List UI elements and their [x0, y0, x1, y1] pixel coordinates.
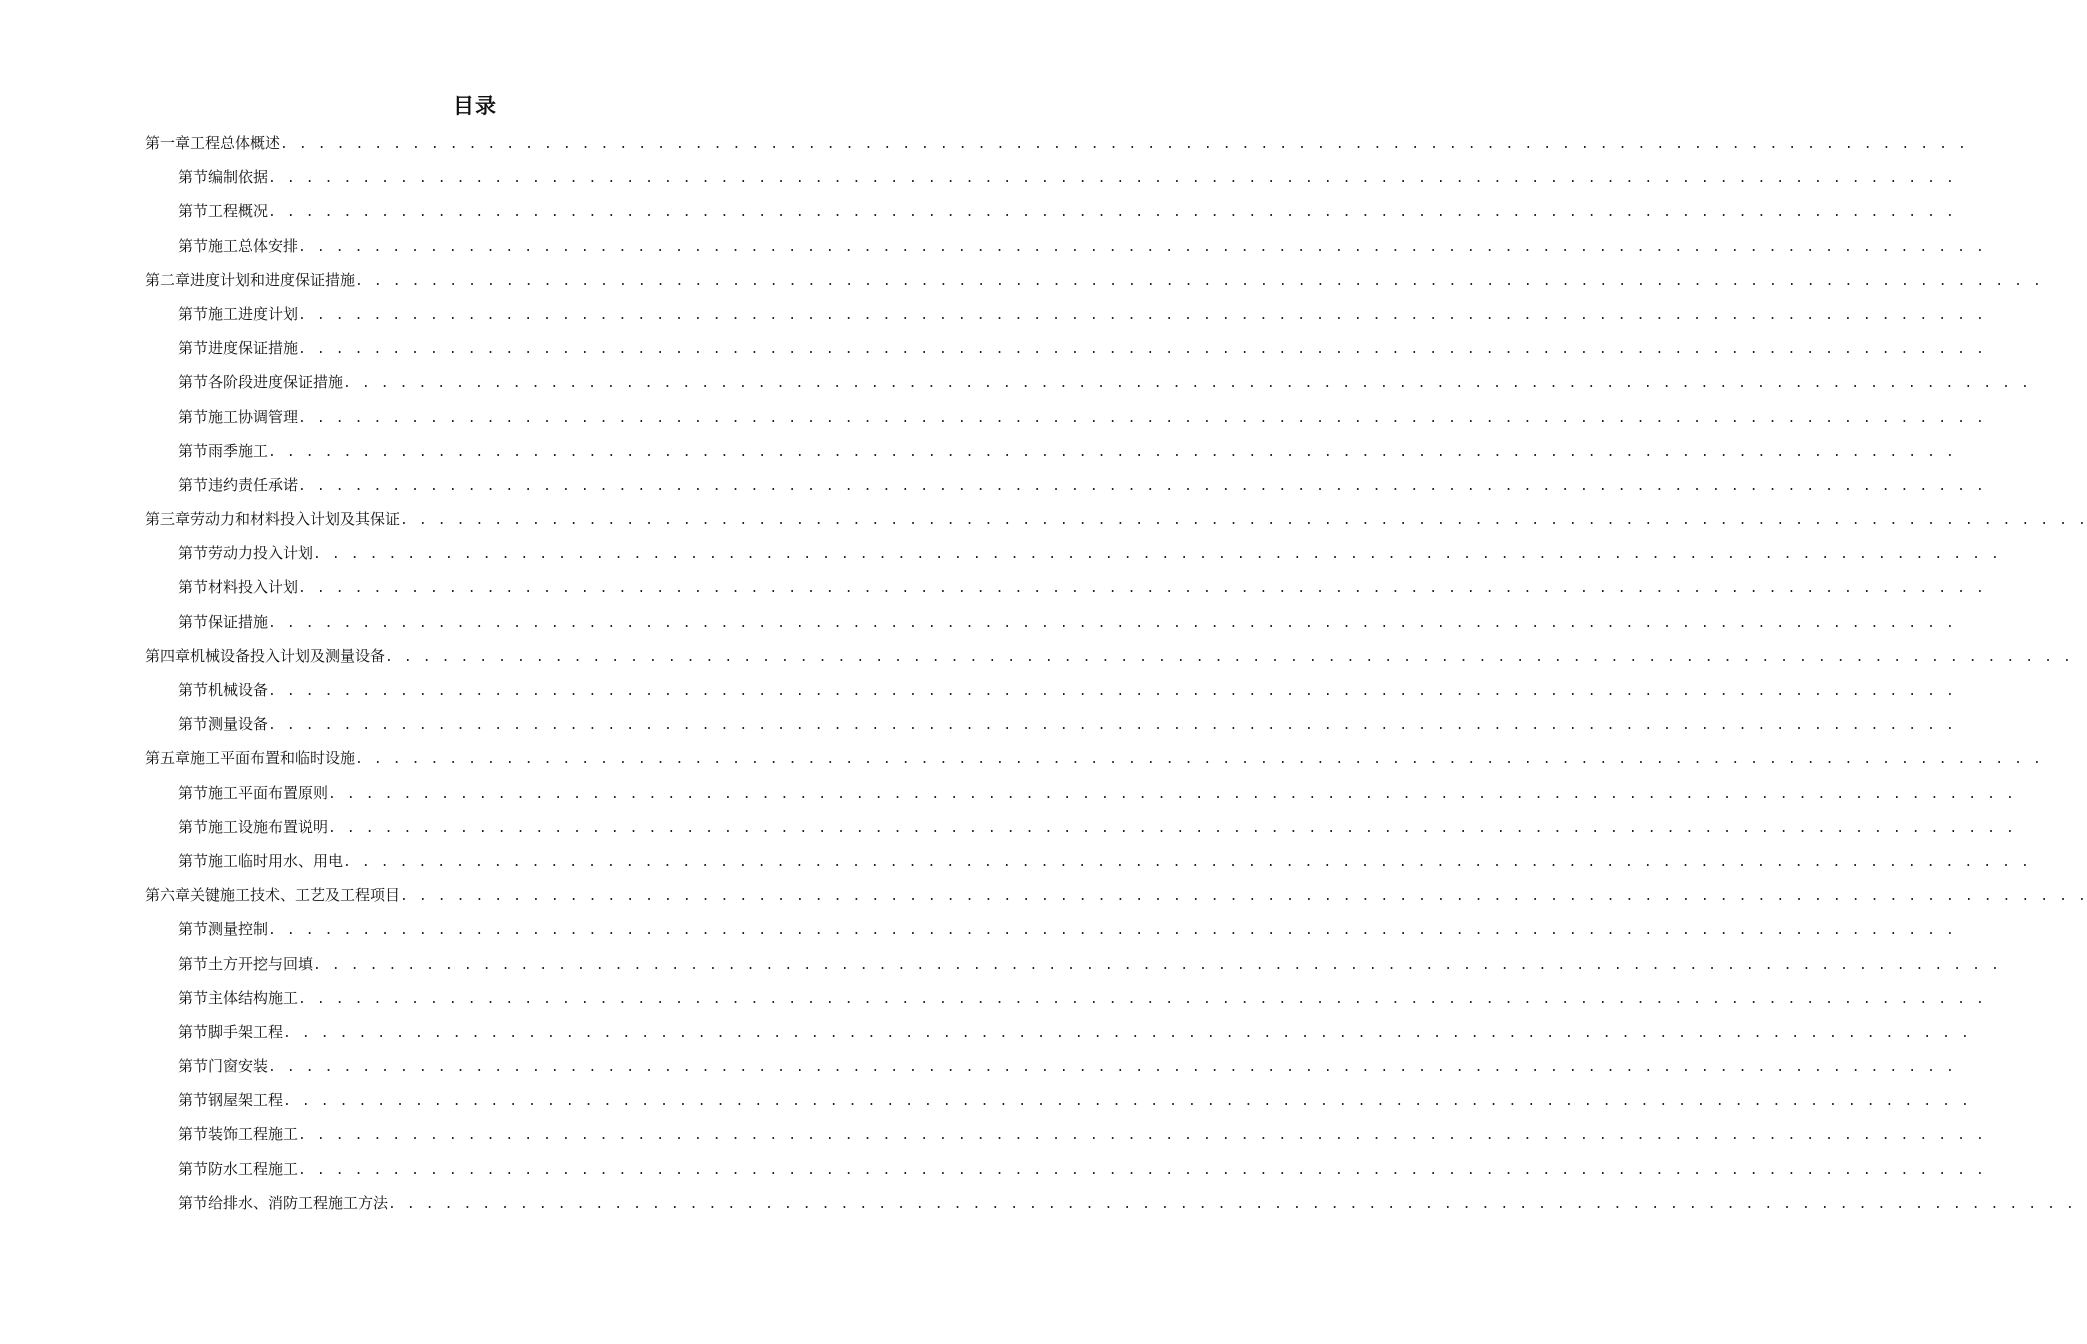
toc-dot-leader: . . . . . . . . . . . . . . . . . . . . . . . . . . . . . . . . . . . . . . . . . . . . . . . . . . . . . . . . . . . . . . . . . . . . . . . . . . . . . . . . . . . . . . . . . .: [313, 957, 2001, 973]
toc-section-entry[interactable]: [145, 570, 1986, 604]
toc-entry-number: 第节: [178, 851, 209, 870]
toc-entry-text: 机械设备投入计划及测量设备: [190, 646, 386, 665]
toc-entry-text: 防水工程施工: [208, 1159, 299, 1178]
toc-section-entry[interactable]: [145, 194, 1956, 228]
toc-entry-text: 施工进度计划: [208, 304, 299, 323]
toc-entry-number: 第三章: [145, 510, 191, 529]
toc-entry-number: 第六章: [145, 886, 191, 905]
toc-dot-leader: . . . . . . . . . . . . . . . . . . . . . . . . . . . . . . . . . . . . . . . . . . . . . . . . . . . . . . . . . . . . . . . . . . . . . . . . . . . . . . . . . . . . . . . . . .: [268, 615, 1956, 631]
toc-section-entry[interactable]: [145, 229, 1986, 263]
toc-entry-number: 第节: [178, 954, 209, 973]
toc-section-entry[interactable]: [145, 912, 1956, 946]
toc-list: [145, 126, 2087, 1220]
toc-entry-text: 进度计划和进度保证措施: [190, 270, 356, 289]
toc-entry-number: 第节: [178, 373, 209, 392]
toc-dot-leader: . . . . . . . . . . . . . . . . . . . . . . . . . . . . . . . . . . . . . . . . . . . . . . . . . . . . . . . . . . . . . . . . . . . . . . . . . . . . . . . . . . . . . . . . . .: [298, 239, 1986, 255]
toc-entry-text: 编制依据: [208, 168, 269, 187]
toc-chapter-entry[interactable]: [145, 126, 1968, 160]
toc-section-entry[interactable]: [145, 1186, 2076, 1220]
toc-dot-leader: . . . . . . . . . . . . . . . . . . . . . . . . . . . . . . . . . . . . . . . . . . . . . . . . . . . . . . . . . . . . . . . . . . . . . . . . . . . . . . . . . . . . . . . . . .: [298, 410, 1986, 426]
toc-entry-number: 第节: [178, 339, 209, 358]
toc-entry-text: 工程总体概述: [190, 134, 281, 152]
toc-dot-leader: . . . . . . . . . . . . . . . . . . . . . . . . . . . . . . . . . . . . . . . . . . . . . . . . . . . . . . . . . . . . . . . . . . . . . . . . . . . . . . . . . . . . . . . . . .: [268, 1060, 1956, 1076]
toc-entry-number: 第节: [178, 202, 209, 221]
toc-entry-text: 施工临时用水、用电: [208, 851, 344, 870]
toc-dot-leader: . . . . . . . . . . . . . . . . . . . . . . . . . . . . . . . . . . . . . . . . . . . . . . . . . . . . . . . . . . . . . . . . . . . . . . . . . . . . . . . . . . . . . . . . . .: [400, 513, 2087, 529]
toc-entry-text: 机械设备: [208, 681, 269, 699]
toc-section-entry[interactable]: [145, 1083, 1971, 1117]
toc-entry-text: 测量设备: [208, 715, 269, 734]
toc-entry-number: 第节: [178, 475, 209, 494]
toc-entry-number: 第节: [178, 817, 209, 836]
toc-section-entry[interactable]: [145, 605, 1956, 639]
toc-chapter-entry[interactable]: [145, 639, 2073, 673]
toc-section-entry[interactable]: [145, 1049, 1956, 1083]
toc-section-entry[interactable]: [145, 1152, 1986, 1186]
toc-entry-text: 施工平面布置和临时设施: [190, 749, 356, 768]
toc-section-entry[interactable]: [145, 400, 1986, 434]
toc-dot-leader: . . . . . . . . . . . . . . . . . . . . . . . . . . . . . . . . . . . . . . . . . . . . . . . . . . . . . . . . . . . . . . . . . . . . . . . . . . . . . . . . . . . . . . . . . .: [298, 307, 1986, 323]
toc-entry-number: 第节: [178, 236, 209, 255]
toc-title: 目录: [453, 94, 497, 118]
toc-dot-leader: . . . . . . . . . . . . . . . . . . . . . . . . . . . . . . . . . . . . . . . . . . . . . . . . . . . . . . . . . . . . . . . . . . . . . . . . . . . . . . . . . . . . . . . . . .: [313, 547, 2001, 563]
toc-dot-leader: . . . . . . . . . . . . . . . . . . . . . . . . . . . . . . . . . . . . . . . . . . . . . . . . . . . . . . . . . . . . . . . . . . . . . . . . . . . . . . . . . . . . . . . . . .: [298, 1162, 1986, 1178]
toc-entry-text: 劳动力和材料投入计划及其保证: [190, 510, 401, 529]
toc-chapter-entry[interactable]: [145, 263, 2043, 297]
toc-entry-number: 第节: [178, 1125, 209, 1144]
toc-entry-number: 第节: [178, 1022, 209, 1041]
toc-dot-leader: . . . . . . . . . . . . . . . . . . . . . . . . . . . . . . . . . . . . . . . . . . . . . . . . . . . . . . . . . . . . . . . . . . . . . . . . . . . . . . . . . . . . . . . . . .: [283, 1025, 1971, 1041]
toc-section-entry[interactable]: [145, 468, 1986, 502]
toc-entry-number: 第节: [178, 783, 209, 802]
toc-entry-text: 施工总体安排: [208, 236, 299, 255]
toc-entry-number: 第节: [178, 988, 209, 1007]
toc-entry-text: 违约责任承诺: [208, 475, 299, 494]
toc-dot-leader: . . . . . . . . . . . . . . . . . . . . . . . . . . . . . . . . . . . . . . . . . . . . . . . . . . . . . . . . . . . . . . . . . . . . . . . . . . . . . . . . . . . . . . . . . .: [355, 273, 2043, 289]
toc-section-entry[interactable]: [145, 365, 2031, 399]
toc-section-entry[interactable]: [145, 947, 2001, 981]
toc-section-entry[interactable]: [145, 981, 1986, 1015]
toc-entry-number: 第节: [178, 407, 209, 426]
toc-entry-number: 第二章: [145, 270, 191, 289]
toc-dot-leader: . . . . . . . . . . . . . . . . . . . . . . . . . . . . . . . . . . . . . . . . . . . . . . . . . . . . . . . . . . . . . . . . . . . . . . . . . . . . . . . . . . . . . . . . . .: [268, 684, 1956, 699]
toc-section-entry[interactable]: [145, 434, 1956, 468]
toc-entry-number: 第四章: [145, 646, 191, 665]
toc-entry-number: 第五章: [145, 749, 191, 768]
toc-entry-number: 第节: [178, 1091, 209, 1110]
toc-section-entry[interactable]: [145, 1117, 1986, 1151]
toc-entry-text: 装饰工程施工: [208, 1125, 299, 1144]
toc-entry-number: 第节: [178, 1057, 209, 1076]
toc-entry-text: 门窗安装: [208, 1057, 269, 1076]
toc-entry-text: 关键施工技术、工艺及工程项目: [190, 886, 401, 905]
toc-section-entry[interactable]: [145, 297, 1986, 331]
toc-entry-text: 施工设施布置说明: [208, 817, 329, 836]
toc-dot-leader: . . . . . . . . . . . . . . . . . . . . . . . . . . . . . . . . . . . . . . . . . . . . . . . . . . . . . . . . . . . . . . . . . . . . . . . . . . . . . . . . . . . . . . . . . .: [343, 854, 2031, 870]
toc-entry-text: 土方开挖与回填: [208, 954, 314, 973]
toc-chapter-entry[interactable]: [145, 502, 2087, 536]
toc-entry-number: 第节: [178, 544, 209, 563]
toc-dot-leader: . . . . . . . . . . . . . . . . . . . . . . . . . . . . . . . . . . . . . . . . . . . . . . . . . . . . . . . . . . . . . . . . . . . . . . . . . . . . . . . . . . . . . . . . . .: [388, 1196, 2076, 1212]
toc-chapter-entry[interactable]: [145, 741, 2043, 775]
toc-entry-text: 脚手架工程: [208, 1022, 284, 1041]
toc-dot-leader: . . . . . . . . . . . . . . . . . . . . . . . . . . . . . . . . . . . . . . . . . . . . . . . . . . . . . . . . . . . . . . . . . . . . . . . . . . . . . . . . . . . . . . . . . .: [385, 649, 2073, 665]
toc-section-entry[interactable]: [145, 810, 2016, 844]
toc-entry-text: 劳动力投入计划: [208, 544, 314, 563]
toc-dot-leader: . . . . . . . . . . . . . . . . . . . . . . . . . . . . . . . . . . . . . . . . . . . . . . . . . . . . . . . . . . . . . . . . . . . . . . . . . . . . . . . . . . . . . . . . . .: [298, 478, 1986, 494]
toc-dot-leader: . . . . . . . . . . . . . . . . . . . . . . . . . . . . . . . . . . . . . . . . . . . . . . . . . . . . . . . . . . . . . . . . . . . . . . . . . . . . . . . . . . . . . . . . . .: [328, 786, 2016, 802]
toc-dot-leader: . . . . . . . . . . . . . . . . . . . . . . . . . . . . . . . . . . . . . . . . . . . . . . . . . . . . . . . . . . . . . . . . . . . . . . . . . . . . . . . . . . . . . . . . . .: [343, 376, 2031, 392]
toc-entry-text: 雨季施工: [208, 441, 269, 460]
toc-dot-leader: . . . . . . . . . . . . . . . . . . . . . . . . . . . . . . . . . . . . . . . . . . . . . . . . . . . . . . . . . . . . . . . . . . . . . . . . . . . . . . . . . . . . . . . . . .: [298, 581, 1986, 597]
toc-dot-leader: . . . . . . . . . . . . . . . . . . . . . . . . . . . . . . . . . . . . . . . . . . . . . . . . . . . . . . . . . . . . . . . . . . . . . . . . . . . . . . . . . . . . . . . . . .: [298, 1128, 1986, 1144]
toc-chapter-entry[interactable]: [145, 878, 2087, 912]
toc-entry-text: 工程概况: [208, 202, 269, 221]
toc-dot-leader: . . . . . . . . . . . . . . . . . . . . . . . . . . . . . . . . . . . . . . . . . . . . . . . . . . . . . . . . . . . . . . . . . . . . . . . . . . . . . . . . . . . . . . . . . .: [400, 889, 2087, 905]
toc-entry-text: 进度保证措施: [208, 339, 299, 358]
toc-section-entry[interactable]: [145, 536, 2001, 570]
toc-dot-leader: . . . . . . . . . . . . . . . . . . . . . . . . . . . . . . . . . . . . . . . . . . . . . . . . . . . . . . . . . . . . . . . . . . . . . . . . . . . . . . . . . . . . . . . . . .: [268, 923, 1956, 939]
toc-dot-leader: . . . . . . . . . . . . . . . . . . . . . . . . . . . . . . . . . . . . . . . . . . . . . . . . . . . . . . . . . . . . . . . . . . . . . . . . . . . . . . . . . . . . . . . . . .: [268, 171, 1956, 187]
toc-dot-leader: . . . . . . . . . . . . . . . . . . . . . . . . . . . . . . . . . . . . . . . . . . . . . . . . . . . . . . . . . . . . . . . . . . . . . . . . . . . . . . . . . . . . . . . . . .: [268, 205, 1956, 221]
toc-dot-leader: . . . . . . . . . . . . . . . . . . . . . . . . . . . . . . . . . . . . . . . . . . . . . . . . . . . . . . . . . . . . . . . . . . . . . . . . . . . . . . . . . . . . . . . . . .: [355, 752, 2043, 768]
toc-entry-number: 第节: [178, 1193, 209, 1212]
toc-entry-text: 测量控制: [208, 920, 269, 939]
toc-entry-text: 保证措施: [208, 612, 269, 631]
toc-section-entry[interactable]: [145, 160, 1956, 194]
toc-entry-text: 主体结构施工: [208, 988, 299, 1007]
toc-dot-leader: . . . . . . . . . . . . . . . . . . . . . . . . . . . . . . . . . . . . . . . . . . . . . . . . . . . . . . . . . . . . . . . . . . . . . . . . . . . . . . . . . . . . . . . . . .: [283, 1094, 1971, 1110]
toc-section-entry[interactable]: [145, 1015, 1971, 1049]
toc-section-entry[interactable]: [145, 331, 1986, 365]
toc-dot-leader: . . . . . . . . . . . . . . . . . . . . . . . . . . . . . . . . . . . . . . . . . . . . . . . . . . . . . . . . . . . . . . . . . . . . . . . . . . . . . . . . . . . . . . . . . .: [298, 991, 1986, 1007]
toc-entry-text: 施工平面布置原则: [208, 783, 329, 802]
toc-dot-leader: . . . . . . . . . . . . . . . . . . . . . . . . . . . . . . . . . . . . . . . . . . . . . . . . . . . . . . . . . . . . . . . . . . . . . . . . . . . . . . . . . . . . . . . . . .: [268, 444, 1956, 460]
toc-dot-leader: . . . . . . . . . . . . . . . . . . . . . . . . . . . . . . . . . . . . . . . . . . . . . . . . . . . . . . . . . . . . . . . . . . . . . . . . . . . . . . . . . . . . . . . . . .: [268, 718, 1956, 734]
toc-entry-number: 第节: [178, 304, 209, 323]
toc-section-entry[interactable]: [145, 776, 2016, 810]
toc-entry-text: 钢屋架工程: [208, 1091, 284, 1110]
toc-entry-text: 各阶段进度保证措施: [208, 373, 344, 392]
toc-entry-number: 第节: [178, 715, 209, 734]
toc-entry-text: 施工协调管理: [208, 407, 299, 426]
toc-entry-number: 第一章: [145, 134, 191, 152]
toc-entry-number: 第节: [178, 168, 209, 187]
toc-entry-number: 第节: [178, 441, 209, 460]
toc-entry-number: 第节: [178, 681, 209, 699]
toc-dot-leader: . . . . . . . . . . . . . . . . . . . . . . . . . . . . . . . . . . . . . . . . . . . . . . . . . . . . . . . . . . . . . . . . . . . . . . . . . . . . . . . . . . . . . . . . . .: [280, 137, 1968, 152]
toc-dot-leader: . . . . . . . . . . . . . . . . . . . . . . . . . . . . . . . . . . . . . . . . . . . . . . . . . . . . . . . . . . . . . . . . . . . . . . . . . . . . . . . . . . . . . . . . . .: [298, 342, 1986, 358]
toc-entry-number: 第节: [178, 1159, 209, 1178]
toc-section-entry[interactable]: [145, 844, 2031, 878]
toc-entry-number: 第节: [178, 920, 209, 939]
toc-entry-text: 给排水、消防工程施工方法: [208, 1193, 389, 1212]
toc-dot-leader: . . . . . . . . . . . . . . . . . . . . . . . . . . . . . . . . . . . . . . . . . . . . . . . . . . . . . . . . . . . . . . . . . . . . . . . . . . . . . . . . . . . . . . . . . .: [328, 820, 2016, 836]
toc-entry-number: 第节: [178, 578, 209, 597]
toc-entry-number: 第节: [178, 612, 209, 631]
toc-section-entry[interactable]: [145, 673, 1956, 707]
toc-entry-text: 材料投入计划: [208, 578, 299, 597]
toc-section-entry[interactable]: [145, 707, 1956, 741]
